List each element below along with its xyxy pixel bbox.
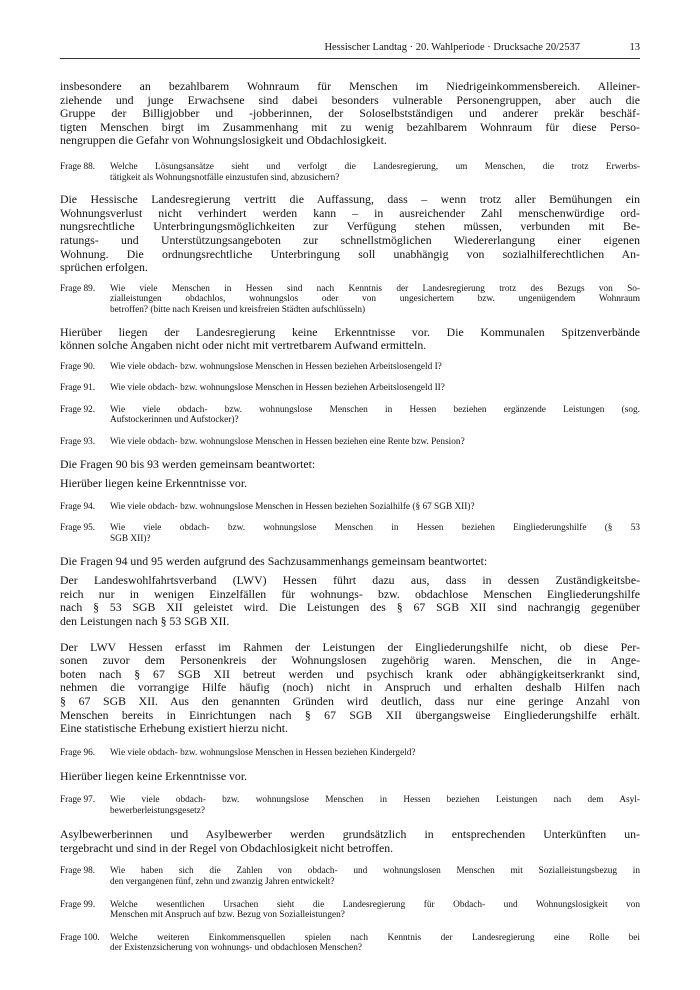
question-item	[60, 284, 640, 316]
text-line: reich nur in wenigen Einzelfällen für wohnungs- bzw. obdachlose Menschen Eingliederungshilfe	[60, 586, 640, 601]
question-text	[110, 405, 640, 426]
answer-paragraph	[60, 458, 640, 472]
question-label: Frage 98.	[60, 866, 96, 877]
answer-paragraph	[60, 193, 640, 275]
text-line: nengruppen die Gefahr von Wohnungslosigkeit und Obdachlosigkeit.	[60, 133, 387, 148]
text-line: tigten Menschen birgt im Zusammenhang mit zu wenig bezahlbarem Wohnraum für diese Perso-	[60, 119, 640, 134]
text-line: § 67 SGB XII. Aus den genannten Gründen wird deutlich, dass nur eine geringe Anzahl von	[60, 693, 640, 708]
text-line: Die Hessische Landesregierung vertritt die Auffassung, dass – wenn trotz aller Bemühungen ein	[60, 192, 640, 207]
text-line: Wie viele obdach- bzw. wohnungslose Menschen in Hessen beziehen eine Rente bzw. Pension?	[110, 437, 465, 448]
text-line: Menschen bereits in Einrichtungen nach § 67 SGB XII übergangsweise Eingliederungshilfe erhält.	[60, 707, 640, 722]
text-line: Aufstockerinnen und Aufstocker)?	[110, 415, 239, 426]
question-item	[60, 383, 640, 394]
text-line: Wohnung. Die ordnungsrechtliche Unterbringung soll unabhängig von sozialhilferechtlichen An-	[60, 246, 640, 261]
answer-paragraph	[60, 574, 640, 628]
text-line: den Leistungen nach § 53 SGB XII.	[60, 614, 230, 628]
question-item	[60, 362, 640, 373]
answer-paragraph	[60, 641, 640, 736]
text-line: boten nach § 67 SGB XII betreut werden und psychisch krank oder abhängigkeitserkrankt sind,	[60, 666, 640, 681]
text-line: Welche weiteren Einkommensquellen spielen nach Kenntnis der Landesregierung eine Rolle bei	[110, 932, 640, 943]
text-line: Welche wesentlichen Ursachen sieht die Landesregierung für Obdach- und Wohnungslosigkeit von	[110, 899, 640, 910]
text-line: sprüchen erfolgen.	[60, 260, 148, 275]
text-line: ratungs- und Unterstützungsangeboten zur schnellstmöglichen Wiedererlangung einer eigenen	[60, 232, 640, 247]
text-line: Asylbewerberinnen und Asylbewerber werden grundsätzlich in entsprechenden Unterkünften un-	[60, 827, 640, 842]
answer-paragraph	[60, 770, 640, 784]
text-line: SGB XII)?	[110, 534, 151, 545]
text-line: Der Landeswohlfahrtsverband (LWV) Hessen führt dazu aus, dass in dessen Zuständigkeitsbe-	[60, 573, 640, 588]
document-body	[60, 80, 640, 954]
question-item	[60, 795, 640, 816]
question-label: Frage 95.	[60, 523, 96, 534]
question-label: Frage 99.	[60, 899, 96, 910]
question-text	[110, 502, 640, 513]
header-title: Hessischer Landtag · 20. Wahlperiode · Drucksache 20/2537	[324, 42, 580, 53]
text-line: Hierüber liegen keine Erkenntnisse vor.	[60, 476, 248, 491]
question-item	[60, 502, 640, 513]
text-line: tergebracht und sind in der Regel von Obdachlosigkeit nicht betroffen.	[60, 840, 394, 855]
text-line: Wie viele Menschen in Hessen sind nach Kenntnis der Landesregierung trotz des Bezugs von So-	[110, 283, 640, 294]
question-text	[110, 795, 640, 816]
text-line: Wie viele obdach- bzw. wohnungslose Menschen in Hessen beziehen Kindergeld?	[110, 747, 416, 758]
text-line: betroffen? (bitte nach Kreisen und kreisfreien Städten aufschlüsseln)	[110, 304, 366, 315]
question-item	[60, 866, 640, 887]
text-line: nehmen die vorrangige Hilfe häufig (noch) nicht in Anspruch und erhalten deshalb Hilfen nach	[60, 680, 640, 695]
text-line: Wohnungsverlust nicht verhindert werden kann – in ausreichender Zahl menschenwürdige ord-	[60, 205, 640, 220]
answer-paragraph	[60, 326, 640, 353]
answer-paragraph	[60, 477, 640, 491]
page-number: 13	[629, 42, 640, 53]
text-line: Wie viele obdach- bzw. wohnungslose Menschen in Hessen beziehen Arbeitslosengeld II?	[110, 383, 445, 394]
question-label: Frage 89.	[60, 283, 96, 294]
question-item	[60, 523, 640, 544]
question-item	[60, 437, 640, 448]
text-line: Eine statistische Erhebung existiert hierzu nicht.	[60, 721, 289, 736]
question-label: Frage 88.	[60, 161, 96, 172]
question-text	[110, 933, 640, 954]
text-line: zialleistungen obdachlos, wohnungslos oder von ungesichertem bzw. ungenügendem Wohnraum	[110, 294, 640, 305]
text-line: Die Fragen 90 bis 93 werden gemeinsam beantwortet:	[60, 456, 316, 471]
question-item	[60, 748, 640, 759]
question-text	[110, 383, 640, 394]
text-line: insbesondere an bezahlbarem Wohnraum für Menschen im Niedrigeinkommensbereich. Alleiner-	[60, 79, 640, 93]
question-item	[60, 162, 640, 183]
text-line: Welche Lösungsansätze sieht und verfolgt die Landesregierung, um Menschen, die trotz Erwerbs-	[110, 161, 640, 172]
header-rule	[60, 58, 640, 59]
question-label: Frage 97.	[60, 794, 96, 805]
text-line: Menschen mit Anspruch auf bzw. Bezug von Sozialleistungen?	[110, 910, 345, 921]
question-label: Frage 91.	[60, 383, 96, 394]
question-label: Frage 90.	[60, 361, 96, 372]
question-text	[110, 162, 640, 183]
question-text	[110, 866, 640, 887]
text-line: Hierüber liegen keine Erkenntnisse vor.	[60, 769, 248, 784]
text-line: nungsrechtliche Unterbringungsmöglichkeiten zur Verfügung stehen müssen, verbunden mit Be-	[60, 219, 640, 234]
text-line: bewerberleistungsgesetz?	[110, 805, 205, 816]
text-line: Wie viele obdach- bzw. wohnungslose Menschen in Hessen beziehen Sozialhilfe (§ 67 SGB XII)?	[110, 501, 475, 512]
question-label: Frage 100.	[60, 932, 100, 943]
text-line: können solche Angaben nicht oder nicht mit vertretbarem Aufwand ermitteln.	[60, 338, 427, 353]
text-line: nach § 53 SGB XII geleistet wird. Die Leistungen des § 67 SGB XII sind nachrangig gegenüber	[60, 600, 640, 615]
question-label: Frage 92.	[60, 404, 96, 415]
answer-paragraph	[60, 828, 640, 855]
question-item	[60, 900, 640, 921]
text-line: tätigkeit als Wohnungsnotfälle einzustufen sind, abzusichern?	[110, 172, 340, 183]
question-text	[110, 437, 640, 448]
question-text	[110, 900, 640, 921]
question-label: Frage 96.	[60, 747, 96, 758]
question-text	[110, 523, 640, 544]
text-line: Hierüber liegen der Landesregierung keine Erkenntnisse vor. Die Kommunalen Spitzenverbände	[60, 324, 640, 339]
text-line: der Existenzsicherung von wohnungs- und obdachlosen Menschen?	[110, 943, 362, 954]
text-line: Der LWV Hessen erfasst im Rahmen der Leistungen der Eingliederungshilfe nicht, ob diese Per-	[60, 639, 640, 654]
question-text	[110, 748, 640, 759]
text-line: Gruppe der Billigjobber und -jobberinnen, der Soloselbstständigen und anderer prekär beschäf-	[60, 106, 640, 121]
question-item	[60, 405, 640, 426]
text-line: Wie haben sich die Zahlen von obdach- und wohnungslosen Menschen mit Sozialleistungsbezug in	[110, 866, 640, 877]
text-line: Wie viele obdach- bzw. wohnungslose Menschen in Hessen beziehen Arbeitslosengeld I?	[110, 361, 442, 372]
text-line: Wie viele obdach- bzw. wohnungslose Menschen in Hessen beziehen Eingliederungshilfe (§ 53	[110, 523, 640, 534]
text-line: den vergangenen fünf, zehn und zwanzig Jahren entwickelt?	[110, 876, 335, 887]
text-line: sonen zuvor dem Personenkreis der Wohnungslosen zugehörig waren. Menschen, die in Ange-	[60, 653, 640, 668]
text-line: Wie viele obdach- bzw. wohnungslose Menschen in Hessen beziehen ergänzende Leistungen (sog.	[110, 404, 640, 415]
text-line: Wie viele obdach- bzw. wohnungslose Menschen in Hessen beziehen Leistungen nach dem Asyl-	[110, 794, 640, 805]
question-item	[60, 933, 640, 954]
question-text	[110, 362, 640, 373]
answer-paragraph	[60, 555, 640, 569]
text-line: ziehende und junge Erwachsene sind dabei besonders vulnerable Personengruppen, aber auch die	[60, 92, 640, 107]
question-label: Frage 94.	[60, 501, 96, 512]
question-text	[110, 284, 640, 316]
text-line: Die Fragen 94 und 95 werden aufgrund des Sachzusammenhangs gemeinsam beantwortet:	[60, 553, 488, 568]
answer-paragraph	[60, 80, 640, 148]
question-label: Frage 93.	[60, 437, 96, 448]
